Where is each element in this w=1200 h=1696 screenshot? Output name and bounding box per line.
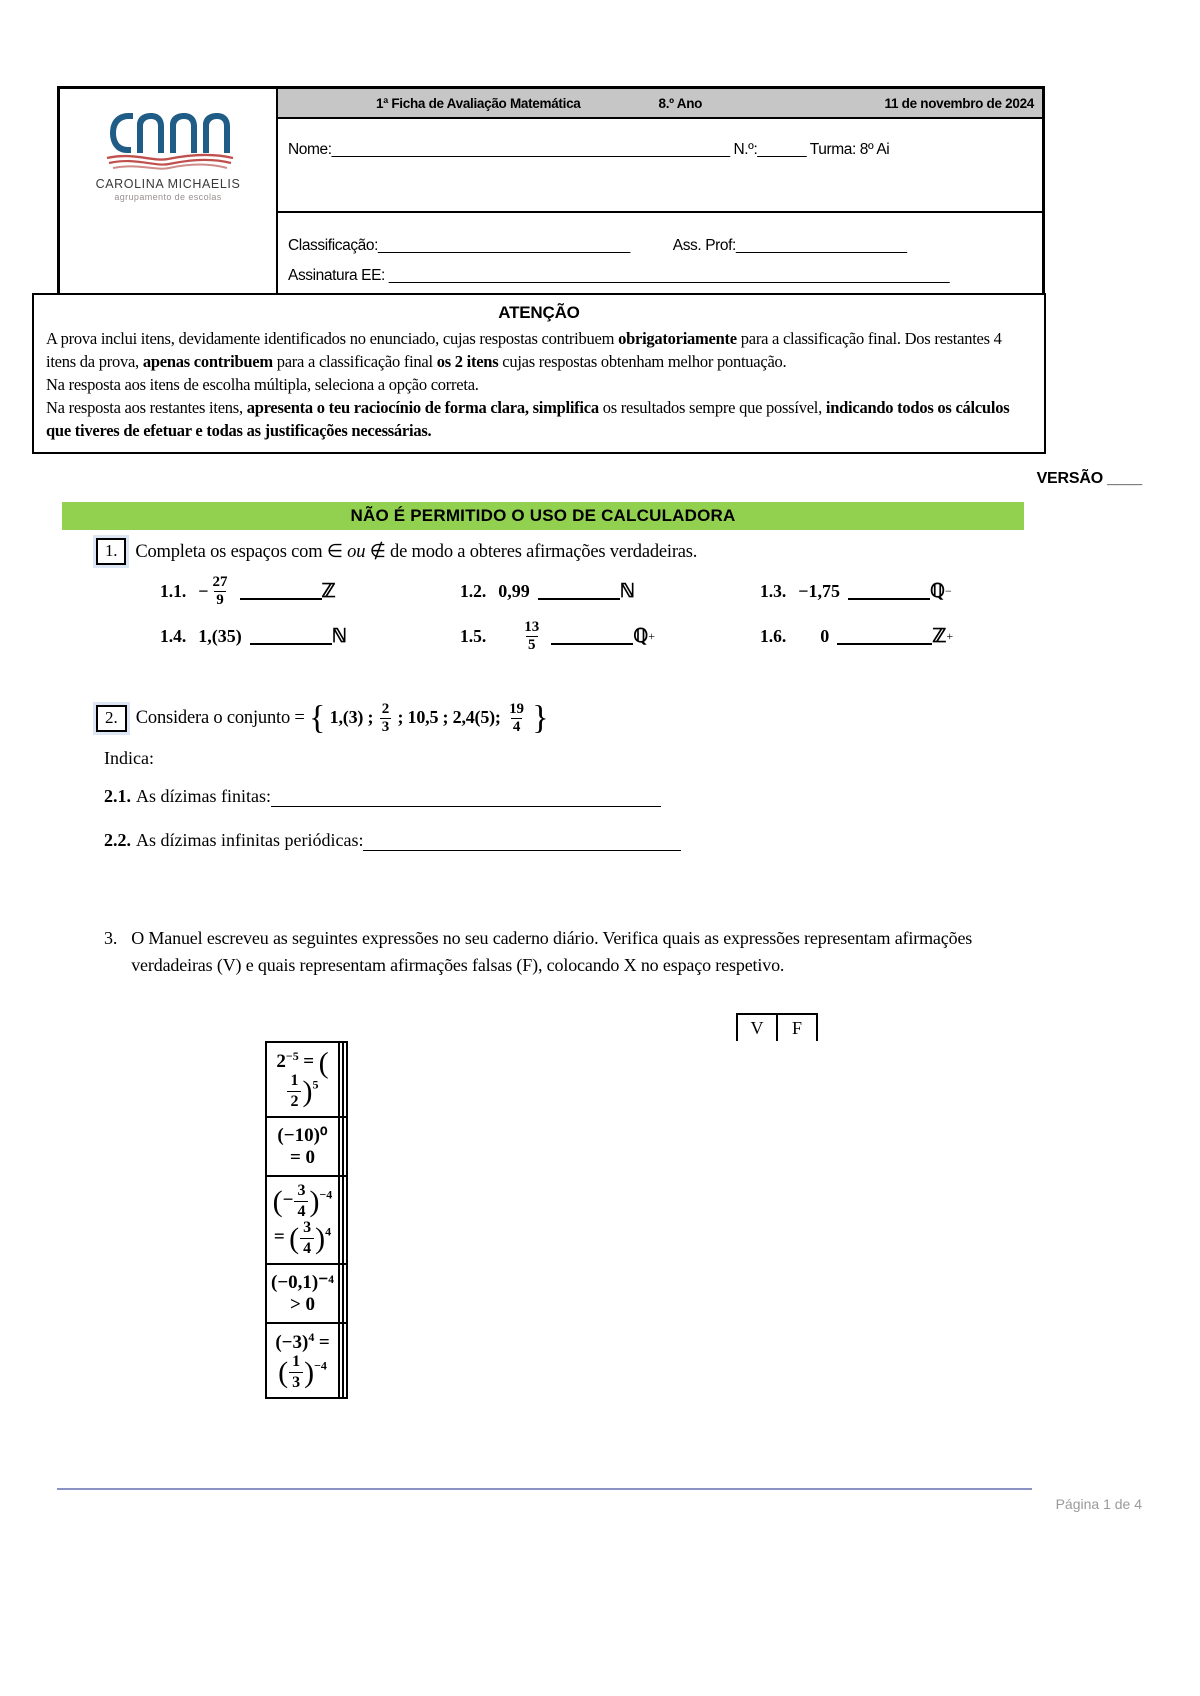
exam-grade: 8.º Ano — [658, 95, 703, 111]
question-2-sub-2 — [104, 830, 681, 851]
question-1-number: 1. — [96, 538, 126, 565]
footer-divider — [57, 1488, 1032, 1490]
vf-row5-close-paren: ) — [304, 1356, 315, 1390]
attention-p1-g: cujas respostas obtenham melhor pontuação. — [498, 352, 787, 371]
vf-row3-sign: − — [282, 1190, 294, 1211]
question-1-item-1 — [160, 575, 460, 608]
attention-p1-f: os 2 itens — [436, 352, 499, 371]
vf-cell-f-2[interactable] — [343, 1117, 347, 1176]
vf-row5-num: 1 — [292, 1353, 301, 1371]
table-row — [266, 1042, 347, 1117]
table-row — [266, 1117, 347, 1176]
q2-sub2-answer-blank[interactable] — [363, 834, 681, 851]
vf-row5-equals: = — [318, 1332, 330, 1354]
q1-item-5-denominator: 5 — [528, 637, 536, 653]
attention-p1-a: A prova inclui itens, devidamente identificados no enunciado, cujas respostas contribuem — [46, 329, 619, 348]
q1-item-2-blank[interactable] — [538, 583, 620, 600]
q1-item-4-blank[interactable] — [250, 628, 332, 645]
vf-row3-open-paren-2: ( — [289, 1222, 300, 1256]
attention-title: ATENÇÃO — [498, 303, 580, 322]
vf-row5-base: (−3) — [275, 1332, 309, 1354]
q2-set-frac2-den: 4 — [512, 719, 521, 735]
q2-set-item-1: 1,(3) ; — [329, 706, 374, 727]
question-1-statement — [135, 541, 697, 563]
q2-set-item-2: ; 10,5 ; 2,4(5); — [397, 706, 501, 727]
cmm-logo-icon — [93, 95, 243, 173]
question-1-row-1 — [160, 575, 1050, 608]
classification-blank[interactable]: _______________________________ — [378, 237, 630, 254]
vf-row3-equals: = — [273, 1227, 285, 1248]
vf-row1-den: 2 — [287, 1091, 301, 1110]
vf-row3-right-exp: 4 — [325, 1225, 332, 1239]
attention-paragraph-1 — [46, 327, 1032, 373]
attention-box — [32, 293, 1046, 454]
q1-item-4-label: 1.4. — [160, 626, 187, 646]
vf-row1-equals: = — [303, 1051, 315, 1072]
vf-row3-left-exp: −4 — [319, 1188, 333, 1202]
vf-cell-f-4[interactable] — [343, 1264, 347, 1323]
q1-item-6-superscript: + — [946, 629, 954, 643]
vf-row3-left-num: 3 — [297, 1182, 306, 1200]
q1-item-2-label: 1.2. — [460, 581, 487, 601]
q1-item-3-set: ℚ — [930, 581, 945, 602]
table-row — [266, 1323, 347, 1398]
exam-header-table — [57, 86, 1045, 318]
vf-row5-right-exp: −4 — [314, 1359, 327, 1373]
school-name: CAROLINA MICHAELIS — [95, 177, 241, 191]
q2-set-fraction-1 — [380, 702, 391, 735]
vf-row4-text: (−0,1)⁻⁴ > 0 — [271, 1272, 334, 1316]
attention-p3-b: apresenta o teu raciocínio de forma clara, simplifica — [246, 398, 599, 417]
question-1-item-3 — [760, 580, 952, 603]
question-1-item-5 — [460, 620, 760, 653]
vf-expression-2 — [266, 1117, 339, 1176]
question-1-item-6 — [760, 625, 953, 648]
vf-row2-text: (−10)⁰ = 0 — [277, 1125, 328, 1169]
attention-p1-d: apenas contribuem — [142, 352, 273, 371]
q2-close-brace: } — [532, 699, 549, 737]
attention-p1-e: para a classificação final — [272, 352, 437, 371]
name-blank[interactable]: _________________________________________________ — [331, 141, 730, 158]
vf-row5-fraction — [289, 1354, 303, 1391]
question-1-row-2 — [160, 620, 1050, 653]
teacher-signature-blank[interactable]: _____________________ — [735, 237, 907, 254]
vf-row3-left-den: 4 — [294, 1201, 308, 1220]
q2-sub2-text: As dízimas infinitas periódicas: — [136, 830, 364, 850]
vf-row1-close-paren: ) — [302, 1075, 313, 1109]
question-3-number: 3. — [104, 928, 118, 948]
vf-row1-num: 1 — [290, 1072, 299, 1090]
classification-label: Classificação: — [288, 237, 379, 254]
q1-item-5-label: 1.5. — [460, 626, 487, 646]
class-label: Turma: — [809, 141, 856, 158]
vf-cell-f-5[interactable] — [343, 1323, 347, 1398]
school-subtitle: agrupamento de escolas — [114, 192, 222, 202]
vf-expression-1 — [266, 1042, 339, 1117]
q2-set-frac2-num: 19 — [509, 701, 524, 717]
class-value: 8º Ai — [859, 141, 890, 158]
question-1-item-2 — [460, 580, 760, 603]
vf-row3-right-den: 4 — [300, 1238, 314, 1257]
q2-statement-text: Considera o conjunto = — [135, 707, 305, 728]
attention-p3-d: indicando todos os cálculos que tiveres de efetuar e todas as justificações necessárias. — [46, 398, 1010, 440]
q2-set-frac1-den: 3 — [381, 719, 390, 735]
q1-item-6-label: 1.6. — [760, 626, 787, 646]
vf-row1-right-exp: 5 — [312, 1078, 319, 1092]
q1-item-1-set: ℤ — [321, 581, 336, 602]
no-calculator-banner: NÃO É PERMITIDO O USO DE CALCULADORA — [62, 502, 1024, 530]
q2-sub1-label: 2.1. — [104, 786, 131, 806]
vf-cell-f-1[interactable] — [343, 1042, 347, 1117]
vf-row3-open-paren: ( — [272, 1185, 283, 1219]
q1-item-1-numerator: 27 — [212, 574, 228, 590]
question-2-number: 2. — [96, 705, 127, 732]
attention-paragraph-2: Na resposta aos itens de escolha múltipla, seleciona a opção correta. — [46, 375, 479, 394]
number-label: N.º: — [733, 141, 758, 158]
question-3 — [104, 925, 1034, 979]
q1-item-1-fraction — [211, 575, 230, 608]
vf-row1-open-paren: ( — [318, 1046, 329, 1080]
attention-p3-c: os resultados sempre que possível, — [598, 398, 826, 417]
q2-open-brace: { — [309, 699, 326, 737]
vf-expression-4 — [266, 1264, 339, 1323]
vf-cell-f-3[interactable] — [343, 1176, 347, 1264]
attention-paragraph-3 — [46, 396, 1032, 442]
vf-row3-close-paren-2: ) — [315, 1222, 326, 1256]
vf-expression-5 — [266, 1323, 339, 1398]
q2-set-frac1-num: 2 — [381, 701, 390, 717]
q1-item-5-superscript: + — [648, 629, 655, 643]
q1-item-5-set: ℚ — [633, 626, 649, 647]
attention-p1-b: obrigatoriamente — [618, 329, 737, 348]
guardian-signature-label: Assinatura EE: — [288, 267, 385, 284]
attention-p1-c: para a classificação final. Dos restantes 4 itens da prova, — [46, 329, 1002, 371]
version-label[interactable]: VERSÃO ____ — [1036, 470, 1142, 487]
question-2-sub-1 — [104, 786, 661, 807]
number-blank[interactable]: ______ — [757, 141, 807, 158]
vf-row3-right-fraction — [300, 1220, 314, 1257]
vf-header-f: F — [777, 1013, 818, 1041]
vf-row1-base: 2 — [276, 1051, 286, 1072]
q1-statement-ou: ou — [347, 541, 366, 562]
table-row — [266, 1176, 347, 1264]
q1-item-5-fraction — [522, 620, 541, 653]
vf-row1-fraction — [287, 1073, 301, 1110]
q1-item-5-numerator: 13 — [524, 619, 540, 635]
q1-item-3-blank[interactable] — [848, 583, 930, 600]
q1-item-3-superscript: − — [944, 584, 952, 598]
question-1 — [96, 538, 697, 565]
q1-item-1-sign: − — [198, 581, 209, 601]
q2-sub1-answer-blank[interactable] — [271, 790, 661, 807]
q2-set-fraction-2 — [507, 702, 526, 735]
q1-item-1-label: 1.1. — [160, 581, 187, 601]
q1-item-4-value: 1,(35) — [198, 626, 242, 646]
q1-item-2-value: 0,99 — [498, 581, 530, 601]
q1-statement-b: ∉ de modo a obteres afirmações verdadeiras. — [365, 541, 698, 562]
q1-item-6-set: ℤ — [932, 626, 947, 647]
q1-statement-a: Completa os espaços com ∈ — [135, 541, 348, 562]
vf-row3-right-num: 3 — [303, 1219, 312, 1237]
table-row — [266, 1264, 347, 1323]
q1-item-3-value: −1,75 — [798, 581, 841, 601]
name-label: Nome: — [288, 141, 332, 158]
question-3-table — [265, 1041, 348, 1399]
exam-test-name: 1ª Ficha de Avaliação Matemática — [376, 95, 581, 111]
q1-item-1-denominator: 9 — [216, 592, 224, 608]
attention-p3-a: Na resposta aos restantes itens, — [46, 398, 247, 417]
guardian-signature-blank[interactable]: _____________________________________________________________________ — [388, 267, 950, 284]
question-2-indica: Indica: — [104, 748, 154, 768]
page-number: Página 1 de 4 — [1055, 1496, 1142, 1512]
vf-row5-open-paren: ( — [278, 1356, 289, 1390]
q1-item-6-blank[interactable] — [837, 628, 932, 645]
q1-item-2-set: ℕ — [619, 581, 635, 602]
q1-item-3-label: 1.3. — [760, 581, 787, 601]
vf-table-header — [736, 1013, 818, 1041]
vf-expression-3 — [266, 1176, 339, 1264]
vf-row3-close-paren: ) — [309, 1185, 320, 1219]
exam-date: 11 de novembro de 2024 — [884, 95, 1034, 111]
teacher-signature-label: Ass. Prof: — [672, 237, 736, 254]
question-1-item-4 — [160, 625, 460, 648]
vf-row5-den: 3 — [289, 1372, 303, 1391]
question-2-statement — [135, 699, 549, 737]
q1-item-6-value: 0 — [820, 626, 830, 646]
vf-row5-base-exp: 4 — [308, 1330, 315, 1345]
school-logo-cell — [59, 88, 278, 317]
q2-sub1-text: As dízimas finitas: — [136, 786, 271, 806]
question-2 — [96, 699, 549, 737]
q1-item-1-blank[interactable] — [240, 583, 322, 600]
vf-row3-left-fraction — [294, 1183, 308, 1220]
q1-item-4-set: ℕ — [331, 626, 347, 647]
student-name-row — [277, 118, 1044, 212]
vf-header-v: V — [736, 1013, 777, 1041]
q1-item-5-blank[interactable] — [551, 628, 633, 645]
exam-title-bar — [277, 88, 1044, 119]
question-3-statement: O Manuel escreveu as seguintes expressões no seu caderno diário. Verifica quais as expressões representam afirmações verdadeiras (V) e quais representam afirmações falsas (F), colocando X no espaço respetivo. — [131, 928, 973, 975]
q2-sub2-label: 2.2. — [104, 830, 131, 850]
vf-row1-base-exp: −5 — [285, 1049, 299, 1063]
